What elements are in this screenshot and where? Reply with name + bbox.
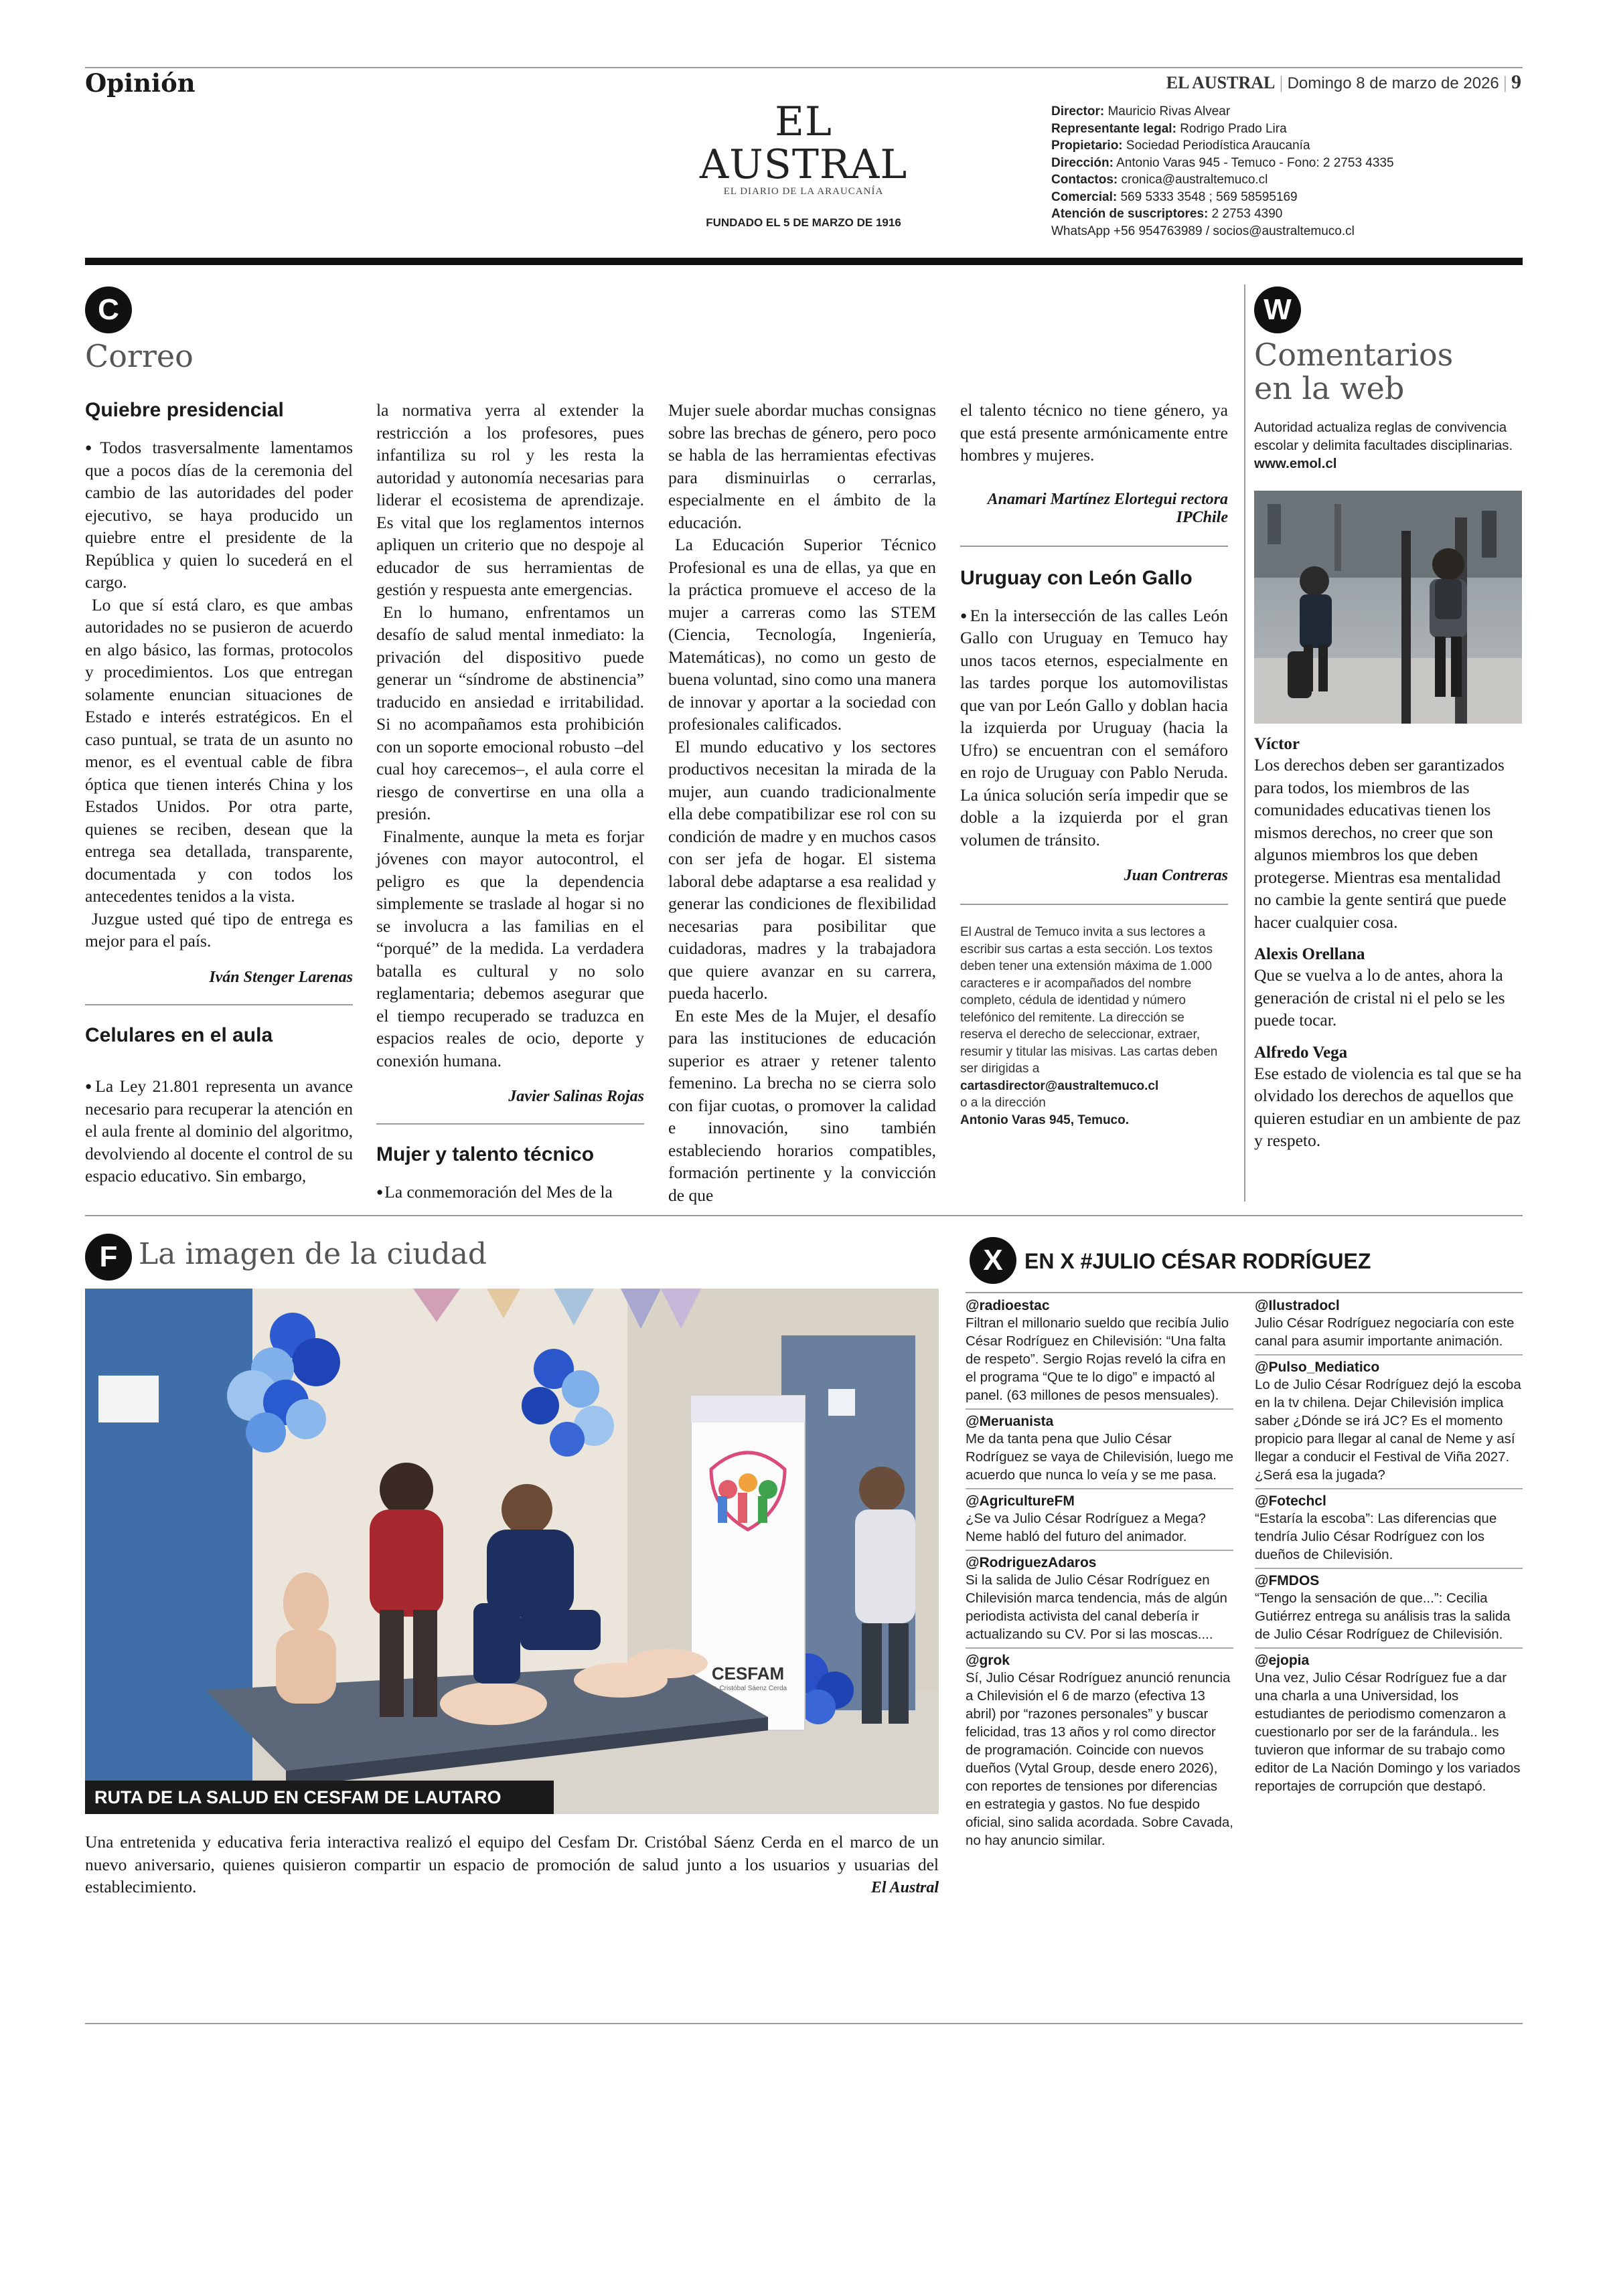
web-comment-author: Víctor — [1254, 735, 1300, 753]
web-comment-author: Alexis Orellana — [1254, 945, 1365, 963]
masthead-logo — [676, 100, 931, 230]
staff-value: Antonio Varas 945 - Temuco - Fono: 2 2753 4335 — [1116, 155, 1394, 170]
web-badge: W — [1254, 286, 1301, 333]
letter-1-p1: Todos trasversalmente lamentamos que a pocos días de la ceremonia del cambio de las autoridades del poder ejecutivo, se haya producido un quiebre entre el presidente de la República y quien lo sucederá en el cargo. — [85, 438, 353, 592]
letter-2-p2: En lo humano, enfrentamos un desafío de salud mental inmediato: la privación del dispositivo puede generar un “síndrome de abstinencia” traducido en ansiedad e irritabilidad. Si no acompañamos esta prohibición con un soporte emocional robusto –del cual hoy carecemos–, el aula corre el riesgo de convertirse en una olla a presión. — [376, 602, 644, 823]
staff-label: Atención de suscriptores: — [1051, 207, 1209, 221]
x-post-handle[interactable]: @ejopia — [1255, 1653, 1310, 1668]
x-post-text: Filtran el millonario sueldo que recibía Julio César Rodríguez en Chilevisión: “Una falta de respeto”. Sergio Rojas reveló la cifra en el programa “Que te lo digo” e impactó al panel. (63 millones de pesos mensuales). — [966, 1314, 1233, 1410]
ciudad-badge: F — [85, 1234, 132, 1281]
ciudad-title: La imagen de la ciudad — [139, 1237, 487, 1271]
bottom-rule — [85, 2023, 1523, 2024]
x-post-handle[interactable]: @FMDOS — [1255, 1573, 1320, 1588]
staff-line — [1051, 223, 1520, 240]
x-post-text: “Estaría la escoba”: Las diferencias que tendría Julio César Rodríguez con los dueños de Chilevisión. — [1255, 1509, 1523, 1569]
staff-line — [1051, 137, 1520, 155]
ciudad-caption: Una entretenida y educativa feria interactiva realizó el equipo del Cesfam Dr. Cristóbal Sáenz Cerda en el marco de un nuevo aniversario, quienes quisieron compartir un espacio de promoción de salud junto a los usuarios y usuarias del establecimiento. — [85, 1832, 939, 1896]
correo-col-1 — [85, 399, 353, 1047]
column-divider — [1244, 284, 1245, 1202]
correo-col-4 — [960, 399, 1228, 1129]
x-post-text: “Tengo la sensación de que...”: Cecilia Gutiérrez entrega su análisis tras la salida de Julio César Rodríguez de Chilevisión. — [1255, 1589, 1523, 1649]
letter-3-p2: La Educación Superior Técnico Profesional es una de ellas, ya que en la práctica promueve el acceso de la mujer a carreras como las STEM (Ciencia, Tecnología, Ingeniería, Matemáticas), no como un gesto de buena voluntad, sino como una manera de innovar y aportar a la sociedad con profesionales calificados. — [668, 535, 936, 734]
letter-3-body-start: ● La conmemoración del Mes de la — [376, 1181, 644, 1204]
web-title — [1254, 338, 1453, 405]
letter-4-body — [960, 604, 1228, 851]
x-post-handle[interactable]: @AgricultureFM — [966, 1493, 1075, 1509]
correo-badge: C — [85, 286, 132, 333]
web-comment-text: Ese estado de violencia es tal que se ha olvidado los derechos de aquellos que quieren estudiar en un ambiente de paz y respeto. — [1254, 1063, 1522, 1150]
x-post-handle[interactable]: @Ilustradocl — [1255, 1298, 1340, 1313]
correo-col-2 — [376, 399, 644, 1204]
ciudad-credit: El Austral — [870, 1879, 939, 1896]
folio-paper: EL AUSTRAL — [1166, 73, 1276, 92]
staff-box — [1051, 103, 1520, 240]
logo-tagline: EL DIARIO DE LA ARAUCANÍA — [723, 186, 884, 197]
x-post-handle[interactable]: @RodriguezAdaros — [966, 1555, 1097, 1570]
x-posts-left — [966, 1295, 1233, 1858]
web-comment-text: Los derechos deben ser garantizados para todos, los miembros de las comunidades educativas tienen los mismos derechos, no creer que son algunos miembros los que deben protegerse. Mientras esa mentalidad no cambie la gente sentirá que puede hacer cualquier cosa. — [1254, 755, 1507, 932]
staff-value: Mauricio Rivas Alvear — [1107, 104, 1231, 118]
web-comment-author: Alfredo Vega — [1254, 1043, 1348, 1062]
section-label: Opinión — [85, 68, 196, 98]
folio: EL AUSTRAL | Domingo 8 de marzo de 2026 | 9 — [1166, 71, 1521, 93]
web-title-line2: en la web — [1254, 370, 1405, 406]
letter-divider — [85, 1004, 353, 1005]
section-rule — [85, 1215, 1523, 1216]
cesfam-banner-subtext: Dr. Cristóbal Sáenz Cerda — [708, 1685, 787, 1692]
web-comments — [1254, 730, 1522, 1152]
correo-title: Correo — [85, 338, 194, 374]
staff-label: Dirección: — [1051, 155, 1114, 170]
letter-divider — [376, 1123, 644, 1125]
x-post-text: Una vez, Julio César Rodríguez fue a dar una charla a una Universidad, los estudiantes de periodismo comenzaron a cuestionarlo por ser de la farándula.. les tuvieron que informar de su trabajo como editor de La Nación Domingo y los variados reportajes de corrupción que destapó. — [1255, 1670, 1521, 1794]
x-post-handle[interactable]: @grok — [966, 1653, 1010, 1668]
web-title-line1: Comentarios — [1254, 337, 1454, 373]
staff-line — [1051, 155, 1520, 172]
letter-3-body: Mujer suele abordar muchas consignas sobre las brechas de género, pero poco se habla de las herramientas efectivas para disminuirlas o cerrarlas, especialmente en el ámbito de la educación. La Educación Superior Técnico Profesional es una de ellas, ya que en la práctica promueve el acceso de la mujer a carreras como las STEM (Ciencia, Tecnología, Ingeniería, Matemáticas), no como un gesto de buena voluntad, sino como una manera de innovar y aportar a la sociedad con profesionales calificados. El mundo educativo y los sectores productivos necesitan la mirada de la mujer, aun cuando tradicionalmente ella debe compatibilizar ese rol con su condición de madre y en muchos casos con ser jefa de hogar. El sistema laboral debe adaptarse a esa realidad y generar las condiciones de flexibilidad necesarias para posibilitar que cuidadoras, madres y la trabajadora que quiere avanzar en su carrera, pueda hacerlo. En este Mes de la Mujer, el desafío para las instituciones de educación superior es atraer y retener talento femenino. La brecha no se cierra solo con fijar cuotas, o promover la calidad e innovación, sino también estableciendo horarios compatibles, formación pertinente y la convicción de que — [668, 400, 936, 1205]
logo-name: EL AUSTRAL — [699, 98, 908, 188]
letter-4-signature: Juan Contreras — [1124, 867, 1228, 884]
letter-2-body-start: ● La Ley 21.801 representa un avance necesario para recuperar la atención en el aula frente al dominio del algoritmo, devolviendo al docente el control de su espacio educativo. Sin embargo, — [85, 1075, 353, 1190]
letter-divider — [960, 904, 1228, 905]
x-title: EN X #JULIO CÉSAR RODRÍGUEZ — [1024, 1249, 1371, 1273]
letter-3-signature: Anamari Martínez Elortegui rectora — [987, 490, 1228, 508]
letter-3-headline: Mujer y talento técnico — [376, 1143, 595, 1165]
staff-label: Director: — [1051, 104, 1105, 118]
staff-line — [1051, 171, 1520, 189]
letter-1-headline: Quiebre presidencial — [85, 399, 284, 421]
letter-1-p2: Lo que sí está claro, es que ambas autoridades no se pusieron de acuerdo en algo básico, las formas, protocolos y procedimientos. Los que entregan solamente enuncian situaciones de Estado e interés estratégicos. En el caso puntual, se trata de un asunto no menor, es el eventual cable de fibra óptica que tienen interés China y los Estados Unidos. Por otra parte, quienes se reciben, desean que la entrega sea detallada, transparente, documentada y con todos los antecedentes tenidos a la vista. — [85, 594, 353, 906]
x-post-handle[interactable]: @Pulso_Mediatico — [1255, 1360, 1380, 1375]
staff-line — [1051, 189, 1520, 206]
staff-line — [1051, 103, 1520, 120]
staff-value: Sociedad Periodística Araucanía — [1126, 139, 1310, 153]
letter-1-body — [85, 436, 353, 953]
letter-divider — [960, 546, 1228, 547]
x-post-text: Julio César Rodríguez negociaría con este canal para asumir importante animación. — [1255, 1314, 1523, 1356]
founded-text: FUNDADO EL 5 DE MARZO DE 1916 — [706, 216, 901, 229]
x-post-handle[interactable]: @Fotechcl — [1255, 1493, 1326, 1509]
notice-email[interactable]: cartasdirector@australtemuco.cl — [960, 1078, 1159, 1093]
letter-2-signature: Javier Salinas Rojas — [508, 1088, 644, 1105]
web-comment-text: Que se vuelva a lo de antes, ahora la generación de cristal ni el pelo se les puede tocar. — [1254, 965, 1505, 1030]
staff-line — [1051, 120, 1520, 138]
cesfam-banner-text: CESFAM — [711, 1663, 785, 1684]
letters-notice — [960, 924, 1228, 1129]
staff-label: Representante legal: — [1051, 121, 1176, 136]
staff-value: cronica@australtemuco.cl — [1121, 173, 1268, 187]
students-photo — [1254, 491, 1522, 724]
x-post-text: ¿Se va Julio César Rodríguez a Mega? Neme habló del futuro del animador. — [966, 1509, 1233, 1551]
web-intro-link[interactable]: www.emol.cl — [1254, 456, 1337, 471]
x-post-handle[interactable]: @radioestac — [966, 1298, 1050, 1313]
web-intro-text: Autoridad actualiza reglas de convivencia escolar y delimita facultades disciplinarias. — [1254, 420, 1513, 453]
page-number: 9 — [1511, 71, 1521, 93]
letter-4-headline: Uruguay con León Gallo — [960, 566, 1193, 589]
letter-4-p1: En la intersección de las calles León Gallo con Uruguay en Temuco hay unos tacos eternos, especialmente en las tardes porque los automovilistas que van por León Gallo y doblan hacia la izquierda por Uruguay (hacia la Ufro) se encuentran con el semáforo en rojo de Uruguay con Pablo Neruda. La única solución sería impedir que se doble a la izquierda por el gran volumen de tránsito. — [960, 605, 1228, 849]
letter-1-signature: Iván Stenger Larenas — [209, 968, 353, 986]
notice-text: El Austral de Temuco invita a sus lectores a escribir sus cartas a esta sección. Los textos deben tener una extensión máxima de 1.000 caracteres e ir acompañados del nombre completo, cédula de identidad y número telefónico del remitente. La dirección se reserva el derecho de seleccionar, extraer, resumir y titular las misivas. Las cartas deben ser dirigidas a — [960, 925, 1218, 1076]
x-posts-right — [1255, 1295, 1523, 1803]
x-post-handle[interactable]: @Meruanista — [966, 1414, 1054, 1429]
letter-2-body: la normativa yerra al extender la restricción a los profesores, pues infantiliza su rol y les resta la autoridad y autonomía necesarias para liderar el ecosistema de aprendizaje. Es vital que los reglamentos internos apliquen un criterio que no despoje al educador de sus herramientas de gestión y respuesta ante emergencias. En lo humano, enfrentamos un desafío de salud mental inmediato: la privación del dispositivo puede generar un “síndrome de abstinencia” traducido en ansiedad e irritabilidad. Si no acompañamos esta prohibición con un soporte emocional robusto –del cual hoy carecemos–, el aula corre el riesgo de convertirse en una olla a presión. Finalmente, aunque la meta es forjar jóvenes con mayor autocontrol, el peligro es que la dependencia simplemente se traslade al hogar si no se involucra a las familias en el “porqué” de la medida. La verdadera batalla es cultural y no solo reglamentaria; debemos asegurar que el tiempo recuperado se traduzca en espacios reales de ocio, deporte y conexión humana. — [376, 399, 644, 1072]
staff-label: Comercial: — [1051, 189, 1118, 204]
x-post-text: Sí, Julio César Rodríguez anunció renuncia a Chilevisión el 6 de marzo (efectiva 13 abril) por “razones personales” y buscar felicidad, tras 13 años y rol como director de programación. Coincide con nuevos dueños (Vytal Group, desde enero 2026), con reportes de tensiones por diferencias en estrategia y gastos. No fue despido oficial, sino salida acordada. Sobre Cavada, no hay anuncio similar. — [966, 1670, 1233, 1848]
notice-address: Antonio Varas 945, Temuco. — [960, 1113, 1130, 1127]
letter-3-signature-2: IPChile — [1176, 508, 1228, 526]
masthead-bar — [85, 258, 1523, 265]
web-photo — [1254, 491, 1522, 724]
staff-label: Contactos: — [1051, 173, 1118, 187]
x-badge: X — [970, 1237, 1016, 1284]
x-post-text: Lo de Julio César Rodríguez dejó la escoba en la tv chilena. Dejar Chilevisión implica saber ¿Dónde se irá JC? Es el momento propicio para llegar al canal de Neme y así llegar a conducir el Festival de Viña 2027. ¿Será esa la jugada? — [1255, 1376, 1523, 1489]
cesfam-photo — [85, 1289, 939, 1814]
staff-value: 569 5333 3548 ; 569 58595169 — [1120, 189, 1298, 204]
x-post-text: Si la salida de Julio César Rodríguez en Chilevisión marca tendencia, más de algún periodista activista del canal debería ir actualizando su CV. Por si las moscas.... — [966, 1571, 1233, 1649]
letter-1-p3: Juzgue usted qué tipo de entrega es mejor para el país. — [85, 908, 353, 951]
x-rule — [966, 1292, 1523, 1293]
staff-value: 2 2753 4390 — [1211, 207, 1283, 221]
letter-3-body-end: el talento técnico no tiene género, ya que está presente armónicamente entre hombres y mujeres. — [960, 400, 1228, 465]
ciudad-photo — [85, 1289, 939, 1814]
photo-caption-label: RUTA DE LA SALUD EN CESFAM DE LAUTARO — [94, 1787, 502, 1807]
letter-2-p3: Finalmente, aunque la meta es forjar jóvenes con mayor autocontrol, el peligro es que la dependencia simplemente se traslade al hogar si no se involucra a las familias en el “porqué” de la medida. La verdadera batalla es cultural y no solo reglamentaria; debemos asegurar que el tiempo recuperado se traduzca en espacios reales de ocio, deporte y conexión humana. — [376, 826, 644, 1070]
staff-value: Rodrigo Prado Lira — [1180, 121, 1287, 136]
folio-date: Domingo 8 de marzo de 2026 — [1287, 74, 1499, 92]
notice-or: o a la dirección — [960, 1096, 1046, 1110]
correo-col-3 — [668, 399, 936, 1206]
web-intro — [1254, 418, 1522, 473]
staff-line — [1051, 206, 1520, 223]
x-post-text: Me da tanta pena que Julio César Rodríguez se vaya de Chilevisión, luego me acuerdo que nunca lo veía y se me pasa. — [966, 1430, 1233, 1489]
top-rule — [85, 67, 1523, 68]
staff-value: WhatsApp +56 954763989 / socios@australtemuco.cl — [1051, 224, 1355, 238]
staff-label: Propietario: — [1051, 139, 1123, 153]
letter-3-p3: El mundo educativo y los sectores productivos necesitan la mirada de la mujer, aun cuando tradicionalmente ella debe compatibilizar ese rol con su condición de madre y en muchos casos con ser jefa de hogar. El sistema laboral debe adaptarse a esa realidad y generar las condiciones de flexibilidad necesarias para posibilitar que cuidadoras, madres y la trabajadora que quiere avanzar en su carrera, pueda hacerlo. — [668, 736, 936, 1003]
letter-2-headline: Celulares en el aula — [85, 1023, 273, 1046]
